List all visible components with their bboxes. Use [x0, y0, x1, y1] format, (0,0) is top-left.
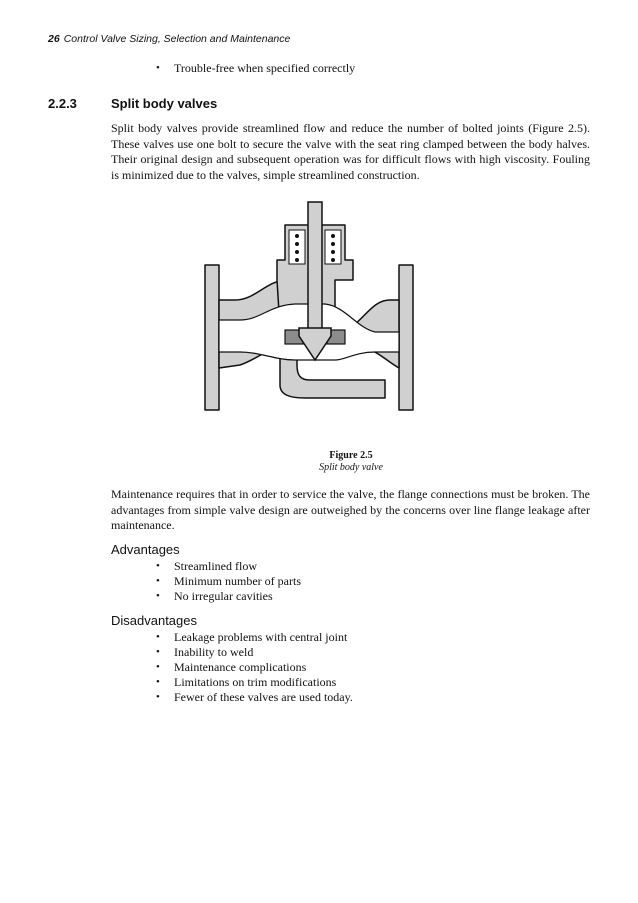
list-item: • Trouble-free when specified correctly — [156, 61, 356, 75]
list-item: • Limitations on trim modifications — [156, 675, 337, 689]
advantages-list — [156, 559, 301, 604]
right-flange — [399, 265, 413, 410]
bullet-icon: • — [156, 575, 160, 587]
section-paragraph-2: Maintenance requires that in order to service the valve, the flange connections must be broken. The advantages from simple valve design are outweighed by the concerns over line flange leakage after maintenance. — [111, 487, 590, 532]
figure-caption: Split body valve — [319, 462, 383, 473]
page-header — [48, 33, 290, 45]
section-paragraph-1: Split body valves provide streamlined flow and reduce the number of bolted joints (Figure 2.5). These valves use one bolt to secure the valve with the seat ring clamped between the body halves. Their original design and subsequent operation was for difficult flows with high viscosity. Fouling is minimized due to the valves, simple streamlined construction. — [111, 121, 590, 182]
advantages-heading: Advantages — [111, 542, 180, 557]
list-item: • Leakage problems with central joint — [156, 630, 348, 644]
section-number: 2.2.3 — [48, 96, 77, 111]
figure-number: Figure 2.5 — [329, 450, 373, 461]
book-title: Control Valve Sizing, Selection and Maintenance — [63, 33, 291, 45]
list-item: • No irregular cavities — [156, 589, 273, 603]
bullet-icon: • — [156, 62, 160, 74]
bullet-icon: • — [156, 560, 160, 572]
list-item: • Minimum number of parts — [156, 574, 301, 588]
valve-stem — [308, 202, 322, 330]
list-item: • Inability to weld — [156, 645, 254, 659]
bullet-icon: • — [156, 631, 160, 643]
list-item: • Fewer of these valves are used today. — [156, 690, 353, 704]
section-title: Split body valves — [111, 96, 218, 111]
bullet-icon: • — [156, 590, 160, 602]
disadvantages-list — [156, 630, 353, 705]
bullet-icon: • — [156, 646, 160, 658]
split-body-valve-figure — [185, 200, 435, 420]
bullet-icon: • — [156, 676, 160, 688]
list-item: • Streamlined flow — [156, 559, 257, 573]
disadvantages-heading: Disadvantages — [111, 613, 197, 628]
top-bullet-list — [156, 61, 355, 76]
left-flange — [205, 265, 219, 410]
page-number: 26 — [48, 33, 60, 45]
bullet-icon: • — [156, 691, 160, 703]
bullet-icon: • — [156, 661, 160, 673]
list-item: • Maintenance complications — [156, 660, 307, 674]
